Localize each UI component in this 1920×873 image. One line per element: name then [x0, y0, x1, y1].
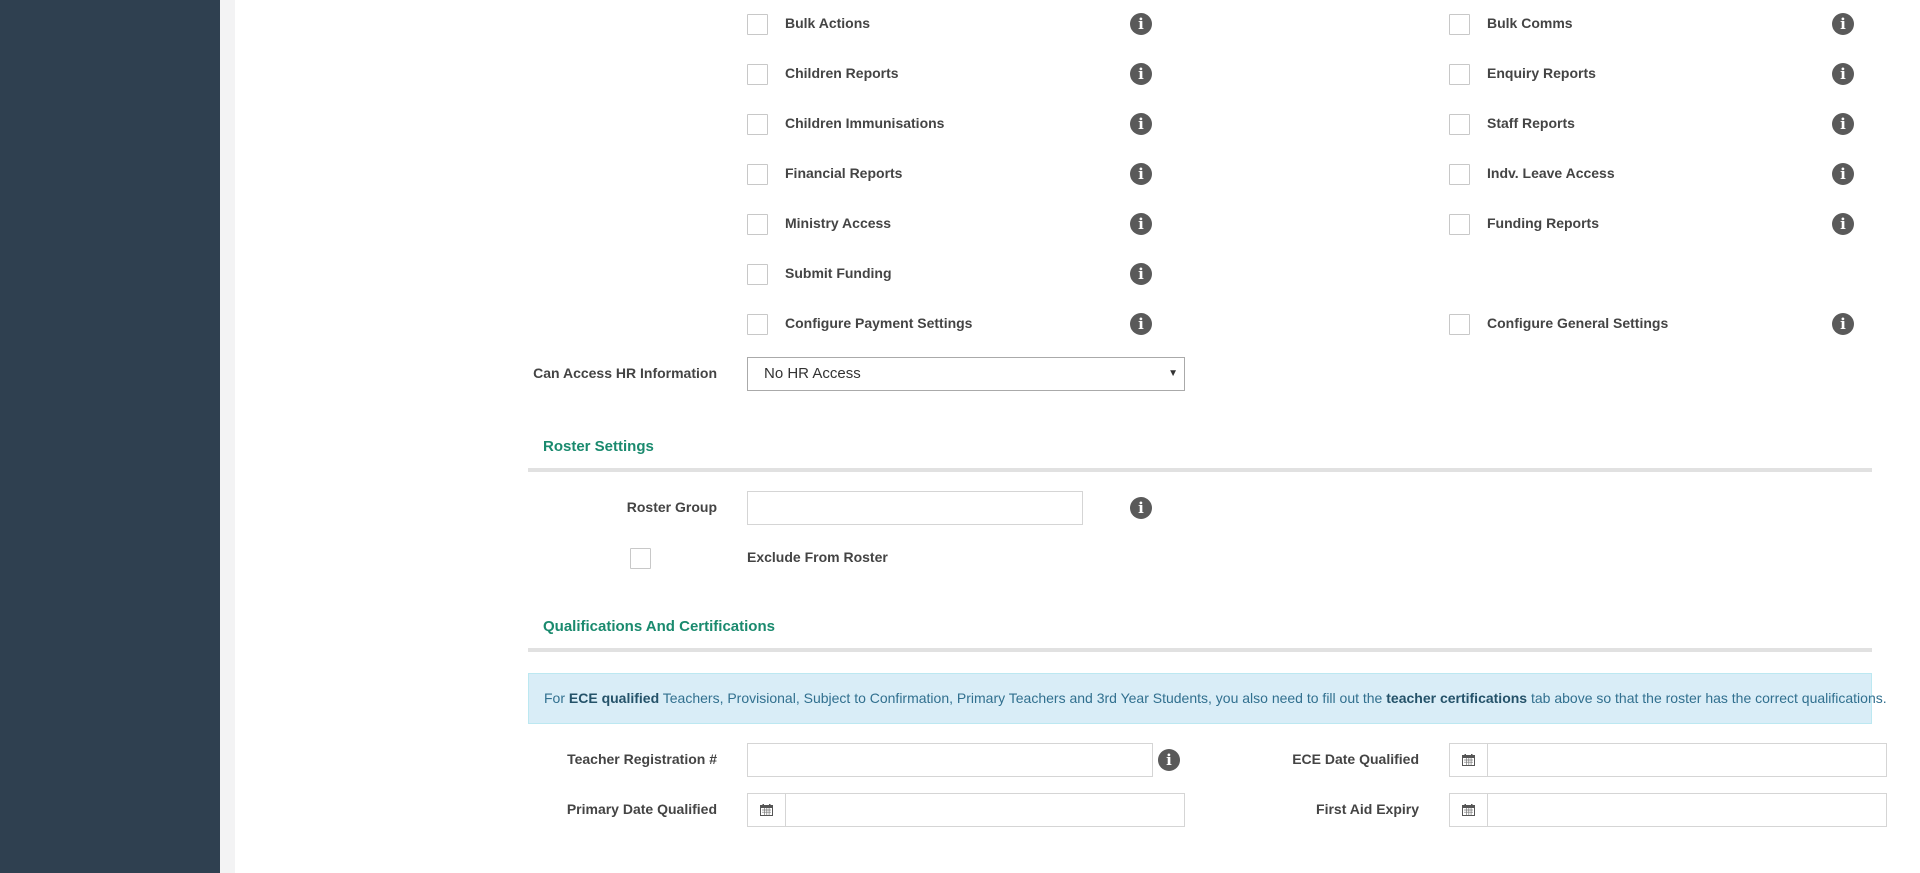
- submit-funding-checkbox[interactable]: [747, 264, 768, 285]
- first-aid-expiry-label: First Aid Expiry: [1316, 801, 1419, 817]
- exclude-from-roster-label: Exclude From Roster: [747, 549, 888, 565]
- permission-label: Configure Payment Settings: [785, 315, 973, 331]
- info-icon[interactable]: i: [1130, 63, 1152, 85]
- permission-label: Children Reports: [785, 65, 899, 81]
- alert-bold-text: ECE qualified: [568, 690, 660, 706]
- chevron-down-icon: ▼: [1168, 368, 1178, 379]
- hr-access-select[interactable]: [747, 357, 1185, 391]
- permission-label: Funding Reports: [1487, 215, 1599, 231]
- bulk-comms-checkbox[interactable]: [1449, 14, 1470, 35]
- info-icon[interactable]: i: [1832, 13, 1854, 35]
- calendar-icon: [1462, 804, 1475, 816]
- info-icon[interactable]: i: [1832, 313, 1854, 335]
- primary-date-input[interactable]: [785, 793, 1185, 827]
- permission-label: Financial Reports: [785, 165, 903, 181]
- content-gutter: [220, 0, 235, 873]
- children-reports-checkbox[interactable]: [747, 64, 768, 85]
- first-aid-calendar-button[interactable]: [1449, 793, 1488, 827]
- permission-label: Indv. Leave Access: [1487, 165, 1615, 181]
- info-icon[interactable]: i: [1130, 13, 1152, 35]
- configure-payment-settings-checkbox[interactable]: [747, 314, 768, 335]
- teacher-registration-input[interactable]: [747, 743, 1153, 777]
- info-icon[interactable]: i: [1832, 63, 1854, 85]
- info-icon[interactable]: i: [1130, 313, 1152, 335]
- alert-bold-text: teacher certifications: [1386, 690, 1528, 706]
- primary-date-label: Primary Date Qualified: [566, 801, 717, 817]
- ece-date-calendar-button[interactable]: [1449, 743, 1488, 777]
- permission-label: Bulk Comms: [1487, 15, 1573, 31]
- alert-text: For: [544, 690, 569, 706]
- roster-settings-title: Roster Settings: [543, 438, 654, 455]
- info-icon[interactable]: i: [1832, 113, 1854, 135]
- info-icon[interactable]: i: [1832, 163, 1854, 185]
- financial-reports-checkbox[interactable]: [747, 164, 768, 185]
- permission-label: Ministry Access: [785, 215, 892, 231]
- ece-date-input[interactable]: [1487, 743, 1887, 777]
- info-icon[interactable]: i: [1130, 497, 1152, 519]
- sidebar: [0, 0, 220, 873]
- section-divider: [528, 468, 1872, 472]
- info-icon[interactable]: i: [1832, 213, 1854, 235]
- section-divider: [528, 648, 1872, 652]
- staff-reports-checkbox[interactable]: [1449, 114, 1470, 135]
- info-icon[interactable]: i: [1130, 213, 1152, 235]
- hr-access-selected-value: No HR Access: [764, 365, 861, 382]
- info-icon[interactable]: i: [1130, 163, 1152, 185]
- configure-general-settings-checkbox[interactable]: [1449, 314, 1470, 335]
- enquiry-reports-checkbox[interactable]: [1449, 64, 1470, 85]
- teacher-registration-label: Teacher Registration #: [567, 751, 717, 767]
- permission-label: Submit Funding: [785, 265, 892, 281]
- permission-label: Configure General Settings: [1487, 315, 1669, 331]
- permission-label: Bulk Actions: [785, 15, 871, 31]
- ece-date-label: ECE Date Qualified: [1292, 751, 1419, 767]
- permission-label: Children Immunisations: [785, 115, 945, 131]
- info-icon[interactable]: i: [1130, 113, 1152, 135]
- calendar-icon: [1462, 754, 1475, 766]
- alert-text: Teachers, Provisional, Subject to Confirmation, Primary Teachers and 3rd Year Students, you also need to fill out the: [659, 690, 1387, 706]
- indv-leave-access-checkbox[interactable]: [1449, 164, 1470, 185]
- info-icon[interactable]: i: [1130, 263, 1152, 285]
- permission-label: Staff Reports: [1487, 115, 1575, 131]
- permission-label: Enquiry Reports: [1487, 65, 1596, 81]
- primary-date-calendar-button[interactable]: [747, 793, 786, 827]
- funding-reports-checkbox[interactable]: [1449, 214, 1470, 235]
- qualifications-title: Qualifications And Certifications: [543, 618, 775, 635]
- alert-text: tab above so that the roster has the correct qualifications.: [1527, 690, 1887, 706]
- hr-access-label: Can Access HR Information: [533, 365, 717, 381]
- info-icon[interactable]: i: [1158, 749, 1180, 771]
- children-immunisations-checkbox[interactable]: [747, 114, 768, 135]
- exclude-from-roster-checkbox[interactable]: [630, 548, 651, 569]
- first-aid-expiry-input[interactable]: [1487, 793, 1887, 827]
- bulk-actions-checkbox[interactable]: [747, 14, 768, 35]
- calendar-icon: [760, 804, 773, 816]
- roster-group-input[interactable]: [747, 491, 1083, 525]
- qualifications-info-alert: [528, 673, 1887, 724]
- ministry-access-checkbox[interactable]: [747, 214, 768, 235]
- roster-group-label: Roster Group: [626, 499, 717, 515]
